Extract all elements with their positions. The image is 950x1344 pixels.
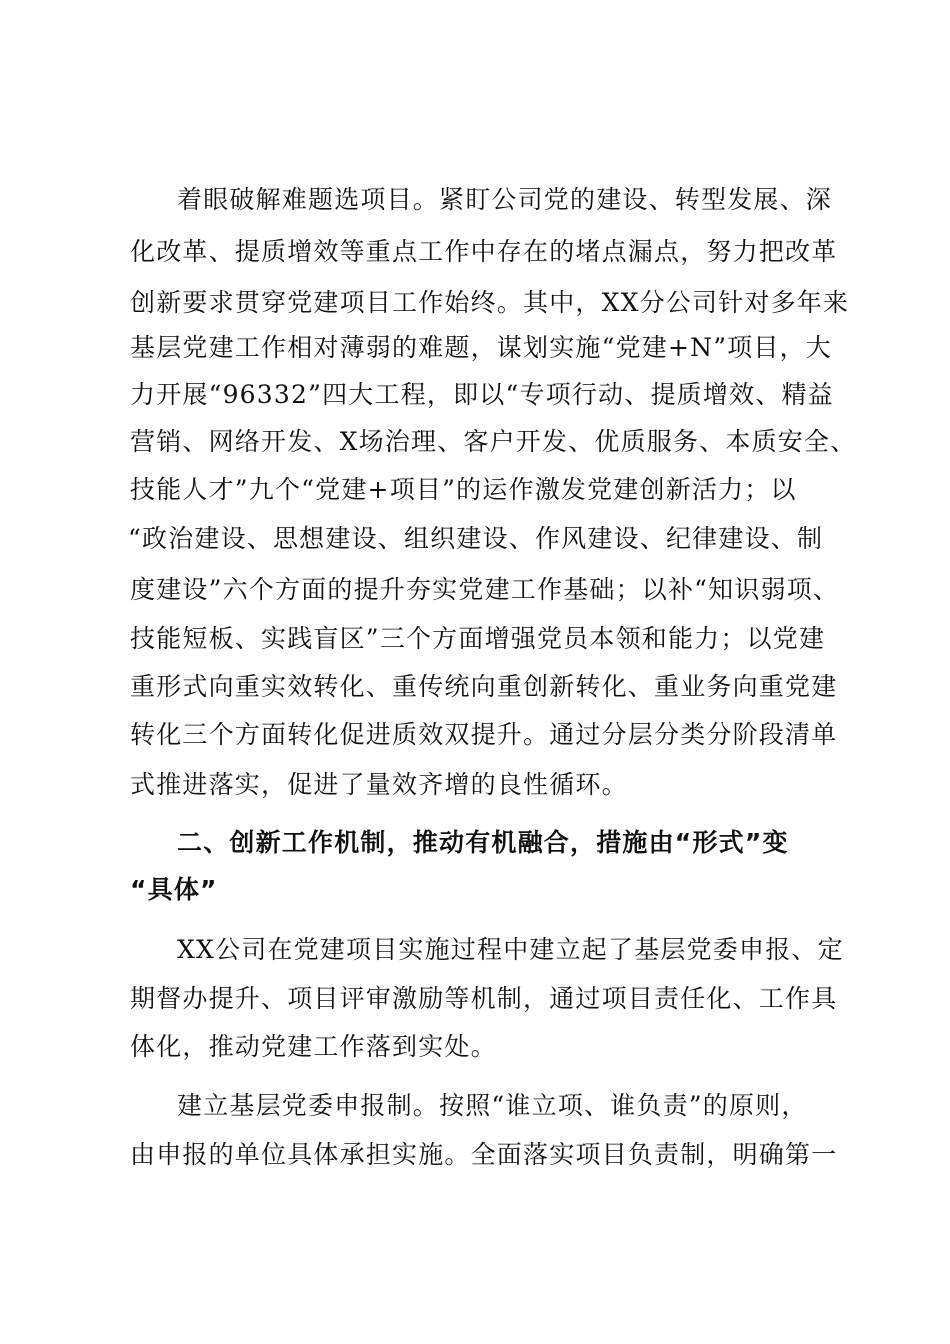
paragraph-line: 力开展“96332”四大工程，即以“专项行动、提质增效、精益: [130, 380, 834, 409]
paragraph-line: 营销、网络开发、X场治理、客户开发、优质服务、本质安全、: [130, 427, 857, 456]
paragraph-line: 式推进落实，促进了量效齐增的良性循环。: [130, 770, 628, 799]
paragraph-line: “政治建设、思想建设、组织建设、作风建设、纪律建设、制: [128, 524, 824, 553]
heading-line: “具体”: [130, 875, 218, 904]
paragraph-line: 基层党建工作相对薄弱的难题，谋划实施“党建+N”项目，大: [130, 333, 832, 362]
paragraph-line: 创新要求贯穿党建项目工作始终。其中，XX分公司针对多年来: [130, 288, 850, 317]
heading-line: 二、创新工作机制，推动有机融合，措施由“形式”变: [177, 828, 789, 857]
paragraph-line: 转化三个方面转化促进质效双提升。通过分层分类分阶段清单: [130, 720, 838, 749]
paragraph-line: 着眼破解难题选项目。紧盯公司党的建设、转型发展、深: [177, 185, 833, 214]
paragraph-line: 度建设”六个方面的提升夯实党建工作基础；以补“知识弱项、: [130, 575, 840, 604]
paragraph-line: 重形式向重实效转化、重传统向重创新转化、重业务向重党建: [130, 672, 838, 701]
paragraph-line: XX公司在党建项目实施过程中建立起了基层党委申报、定: [177, 935, 844, 964]
paragraph-line: 体化，推动党建工作落到实处。: [130, 1032, 497, 1061]
paragraph-line: 化改革、提质增效等重点工作中存在的堵点漏点，努力把改革: [130, 237, 838, 266]
paragraph-line: 建立基层党委申报制。按照“谁立项、谁负责”的原则，: [177, 1091, 808, 1120]
paragraph-line: 由申报的单位具体承担实施。全面落实项目负责制，明确第一: [130, 1140, 838, 1169]
paragraph-line: 技能人才”九个“党建+项目”的运作激发党建创新活力；以: [130, 475, 797, 504]
paragraph-line: 期督办提升、项目评审激励等机制，通过项目责任化、工作具: [130, 984, 838, 1013]
paragraph-line: 技能短板、实践盲区”三个方面增强党员本领和能力；以党建: [130, 624, 826, 653]
